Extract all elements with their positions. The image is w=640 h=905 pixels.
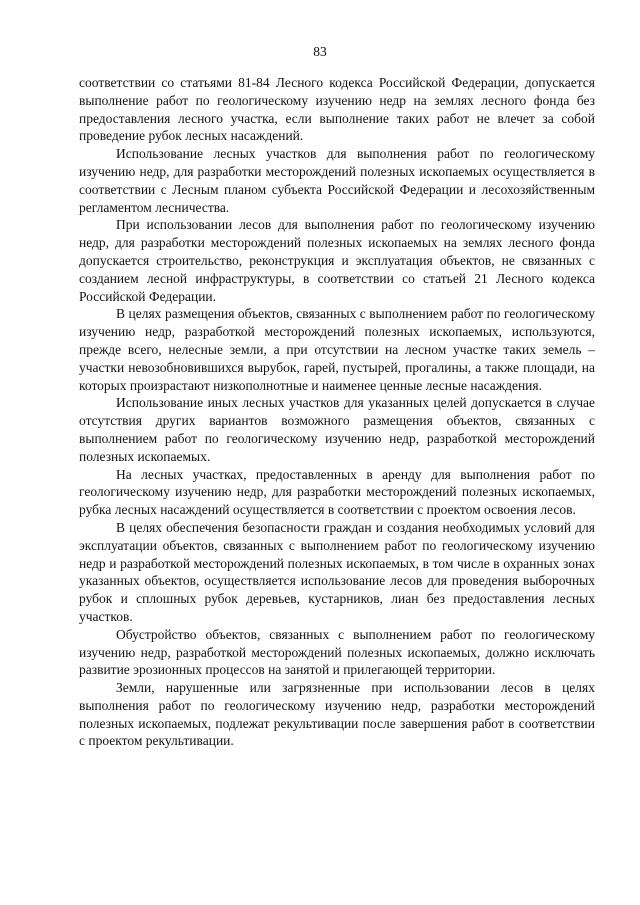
paragraph: Использование иных лесных участков для указанных целей допускается в случае отсутствия других вариантов возможного размещения объектов, связанных с выполнением работ по геологическому изучению недр, разработкой месторождений полезных ископаемых. <box>79 395 595 464</box>
paragraph: При использовании лесов для выполнения работ по геологическому изучению недр, для разработки месторождений полезных ископаемых на землях лесного фонда допускается строительство, реконструкция и эксплуатация объектов, не связанных с созданием лесной инфраструктуры, в соответствии со статьей 21 Лесного кодекса Российской Федерации. <box>79 217 595 304</box>
page-number: 83 <box>313 44 327 59</box>
paragraph: В целях размещения объектов, связанных с выполнением работ по геологическому изучению недр, разработкой месторождений полезных ископаемых, используются, прежде всего, нелесные земли, а при отсутствии на лесном участке таких земель – участки невозобновившихся вырубок, гарей, пустырей, прогалины, а также площади, на которых произрастают низкополнотные и наименее ценные лесные насаждения. <box>79 306 595 393</box>
paragraph: Земли, нарушенные или загрязненные при использовании лесов в целях выполнения работ по геологическому изучению недр, разработки месторождений полезных ископаемых, подлежат рекультивации после завершения работ в соответствии с проектом рекультивации. <box>79 680 595 749</box>
paragraph: В целях обеспечения безопасности граждан и создания необходимых условий для эксплуатации объектов, связанных с выполнением работ по геологическому изучению недр и разработкой месторождений полезных ископаемых, в том числе в охранных зонах указанных объектов, осуществляется использование лесов для проведения выборочных рубок и сплошных рубок деревьев, кустарников, лиан без предоставления лесных участков. <box>79 519 595 624</box>
document-body <box>79 74 595 750</box>
paragraph-continuation: соответствии со статьями 81-84 Лесного кодекса Российской Федерации, допускается выполнение работ по геологическому изучению недр на землях лесного фонда без предоставления лесного участка, если выполнение таких работ не влечет за собой проведение рубок лесных насаждений. <box>79 75 595 144</box>
paragraph: Обустройство объектов, связанных с выполнением работ по геологическому изучению недр, разработкой месторождений полезных ископаемых, должно исключать развитие эрозионных процессов на занятой и прилегающей территории. <box>79 626 595 678</box>
paragraph: Использование лесных участков для выполнения работ по геологическому изучению недр, для разработки месторождений полезных ископаемых осуществляется в соответствии с Лесным планом субъекта Российской Федерации и лесохозяйственным регламентом лесничества. <box>79 146 595 215</box>
paragraph: На лесных участках, предоставленных в аренду для выполнения работ по геологическому изучению недр, для разработки месторождений полезных ископаемых, рубка лесных насаждений осуществляется в соответствии с проектом освоения лесов. <box>79 466 595 518</box>
